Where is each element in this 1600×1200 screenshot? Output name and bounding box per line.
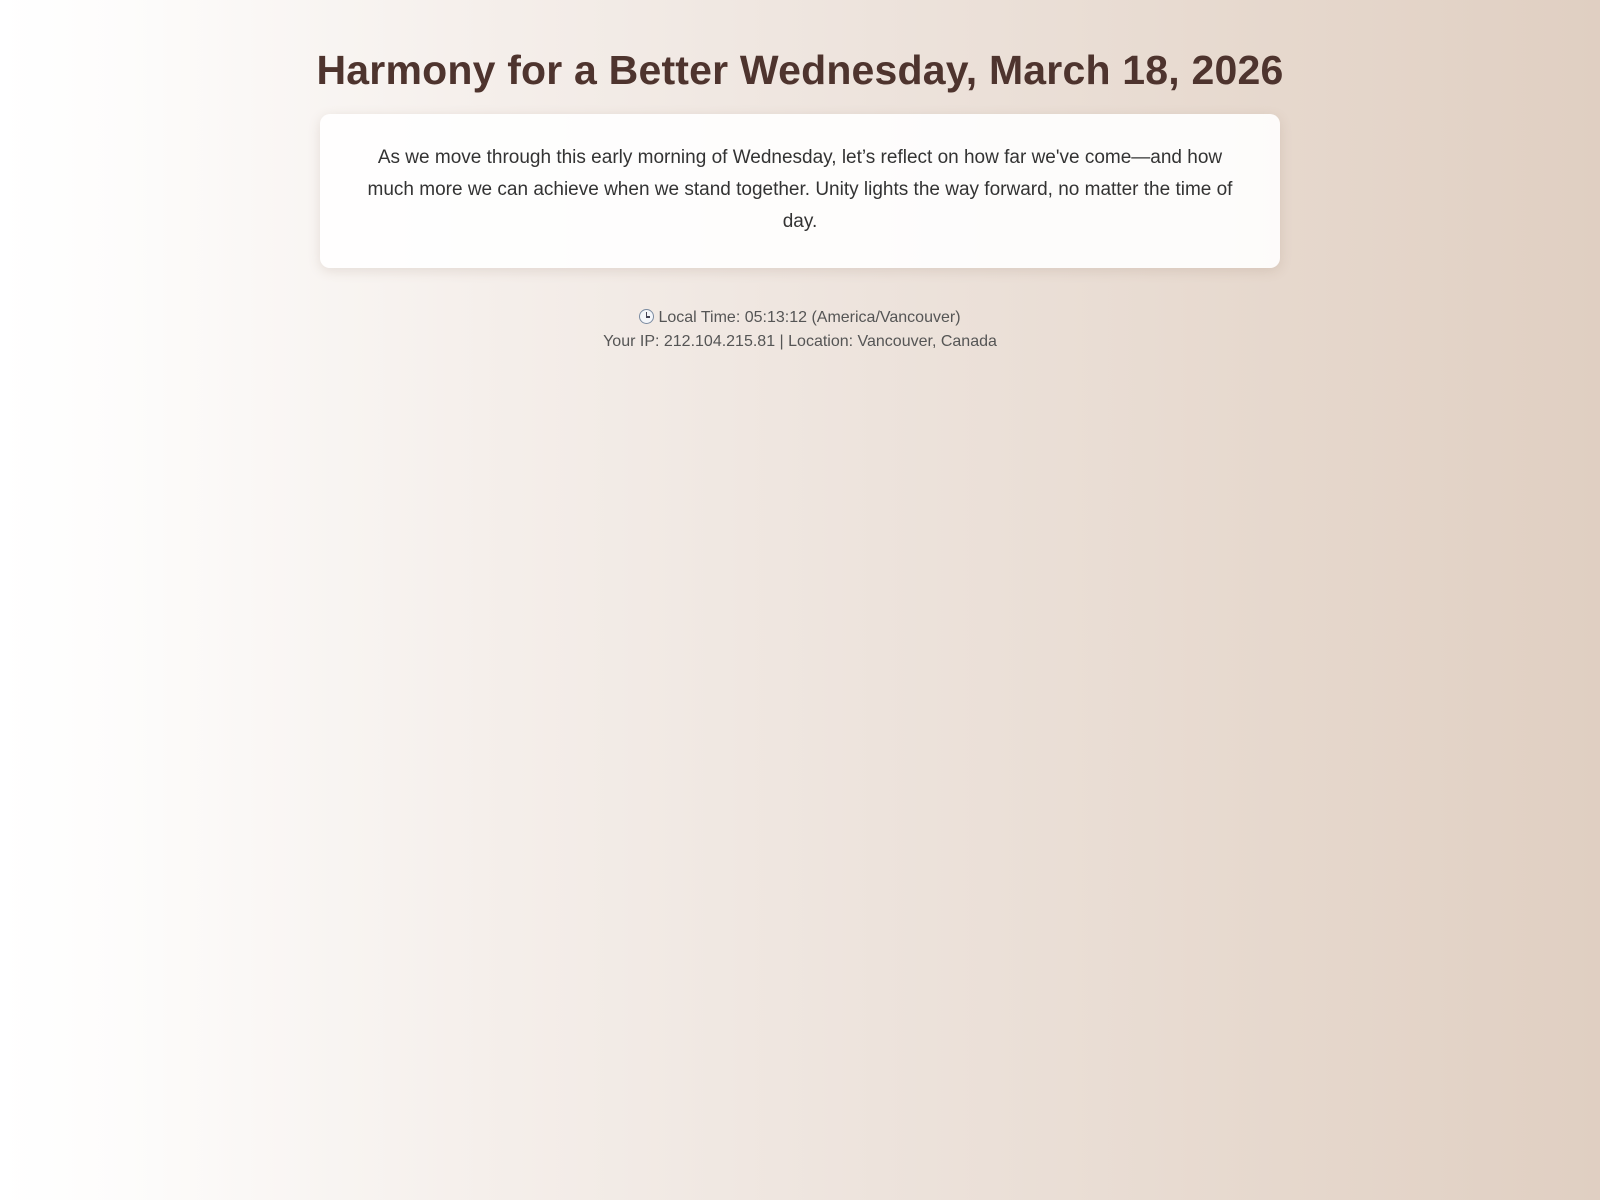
local-time-line xyxy=(0,306,1600,330)
page-title: Harmony for a Better Wednesday, March 18, 2026 xyxy=(316,47,1284,93)
local-time-text: Local Time: 05:13:12 (America/Vancouver) xyxy=(658,309,961,326)
message-text: As we move through this early morning of Wednesday, let’s reflect on how far we've come—and how much more we can achieve when we stand together. Unity lights the way forward, no matter the time of day. xyxy=(367,147,1233,232)
ip-location-line: Your IP: 212.104.215.81 | Location: Vancouver, Canada xyxy=(603,333,997,350)
clock-icon xyxy=(639,309,654,324)
message-card xyxy=(320,114,1280,268)
info-footer xyxy=(0,306,1600,354)
